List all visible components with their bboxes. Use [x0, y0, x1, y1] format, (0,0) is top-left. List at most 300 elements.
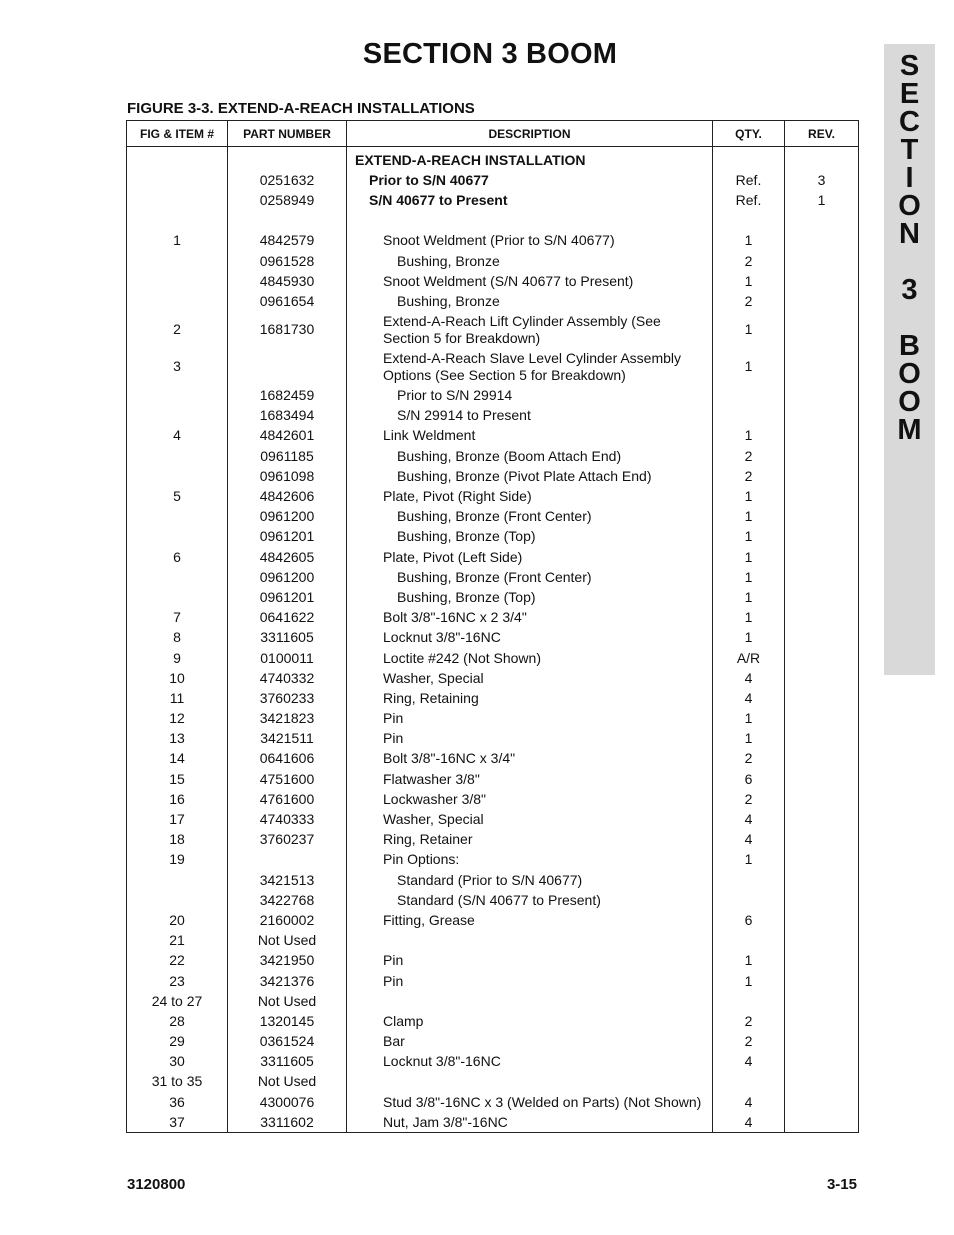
side-tab-letter	[884, 248, 935, 276]
fig-item-cell: 28	[127, 1011, 228, 1031]
description-cell	[347, 971, 713, 991]
description-text: Ring, Retaining	[383, 689, 479, 706]
rev-cell	[785, 1092, 859, 1112]
table-row	[127, 251, 859, 271]
qty-cell	[713, 1072, 785, 1092]
rev-cell	[785, 789, 859, 809]
table-row	[127, 587, 859, 607]
fig-item-cell: 10	[127, 668, 228, 688]
description-cell	[347, 850, 713, 870]
fig-item-cell: 31 to 35	[127, 1072, 228, 1092]
qty-cell: 1	[713, 312, 785, 349]
rev-cell	[785, 809, 859, 829]
part-number-cell: 4740332	[228, 668, 347, 688]
description-cell	[347, 312, 713, 349]
table-row	[127, 789, 859, 809]
table-row	[127, 426, 859, 446]
qty-cell: 4	[713, 809, 785, 829]
qty-cell: 4	[713, 1112, 785, 1133]
qty-cell: 1	[713, 729, 785, 749]
rev-cell	[785, 991, 859, 1011]
column-header-fig-item: FIG & ITEM #	[127, 121, 228, 147]
qty-cell: 4	[713, 1092, 785, 1112]
rev-cell	[785, 668, 859, 688]
table-row	[127, 628, 859, 648]
part-number-cell: 0961201	[228, 527, 347, 547]
table-row	[127, 1032, 859, 1052]
description-cell	[347, 406, 713, 426]
part-number-cell: 0361524	[228, 1032, 347, 1052]
description-text: Bar	[383, 1033, 405, 1050]
description-cell	[347, 190, 713, 210]
description-cell	[347, 1112, 713, 1133]
table-row	[127, 668, 859, 688]
table-row	[127, 507, 859, 527]
description-text: Pin	[383, 972, 404, 989]
document-number: 3120800	[127, 1176, 186, 1193]
description-cell	[347, 291, 713, 311]
description-cell	[347, 688, 713, 708]
description-cell	[347, 147, 713, 171]
side-tab-letter	[884, 304, 935, 332]
part-number-cell: 4300076	[228, 1092, 347, 1112]
rev-cell	[785, 931, 859, 951]
fig-item-cell: 3	[127, 349, 228, 386]
fig-item-cell	[127, 386, 228, 406]
description-cell	[347, 1011, 713, 1031]
rev-cell	[785, 231, 859, 251]
description-cell	[347, 910, 713, 930]
table-row	[127, 349, 859, 386]
qty-cell: 4	[713, 830, 785, 850]
part-number-cell: 0961200	[228, 567, 347, 587]
table-row	[127, 190, 859, 210]
rev-cell	[785, 608, 859, 628]
part-number-cell: 0961200	[228, 507, 347, 527]
description-text: Loctite #242 (Not Shown)	[383, 649, 541, 666]
section-side-tab	[884, 44, 935, 675]
rev-cell	[785, 709, 859, 729]
rev-cell	[785, 291, 859, 311]
description-text: Link Weldment	[383, 427, 476, 444]
rev-cell	[785, 971, 859, 991]
table-row	[127, 1011, 859, 1031]
fig-item-cell: 8	[127, 628, 228, 648]
qty-cell: 6	[713, 910, 785, 930]
rev-cell	[785, 890, 859, 910]
part-number-cell: 4842601	[228, 426, 347, 446]
side-tab-letter: M	[897, 414, 922, 446]
description-cell	[347, 749, 713, 769]
description-cell	[347, 466, 713, 486]
description-cell	[347, 648, 713, 668]
qty-cell: 1	[713, 709, 785, 729]
description-text: Bushing, Bronze	[397, 252, 500, 269]
description-cell	[347, 729, 713, 749]
description-text: Bolt 3/8"-16NC x 3/4"	[383, 750, 516, 767]
qty-cell: 4	[713, 1052, 785, 1072]
description-cell	[347, 709, 713, 729]
rev-cell	[785, 850, 859, 870]
part-number-cell: 2160002	[228, 910, 347, 930]
qty-cell: 1	[713, 587, 785, 607]
part-number-cell: 3311602	[228, 1112, 347, 1133]
description-text: S/N 40677 to Present	[369, 191, 508, 208]
fig-item-cell: 20	[127, 910, 228, 930]
qty-cell: 2	[713, 446, 785, 466]
description-text: Lockwasher 3/8"	[383, 790, 487, 807]
table-row	[127, 870, 859, 890]
section-title: SECTION 3 BOOM	[362, 38, 618, 70]
table-row	[127, 147, 859, 171]
table-row	[127, 749, 859, 769]
description-text: Ring, Retainer	[383, 831, 473, 848]
description-cell	[347, 830, 713, 850]
description-cell	[347, 587, 713, 607]
description-text: Washer, Special	[383, 669, 484, 686]
description-cell	[347, 567, 713, 587]
rev-cell	[785, 951, 859, 971]
description-text: Bushing, Bronze (Front Center)	[397, 508, 592, 525]
fig-item-cell	[127, 147, 228, 171]
rev-cell	[785, 688, 859, 708]
part-number-cell: 4842579	[228, 231, 347, 251]
table-row	[127, 931, 859, 951]
part-number-cell: 0961185	[228, 446, 347, 466]
qty-cell: 2	[713, 251, 785, 271]
description-cell	[347, 349, 713, 386]
column-header-description: DESCRIPTION	[347, 121, 713, 147]
description-text: Prior to S/N 40677	[369, 171, 489, 188]
description-text: Bushing, Bronze (Boom Attach End)	[397, 447, 622, 464]
description-text: Snoot Weldment (S/N 40677 to Present)	[383, 272, 634, 289]
part-number-cell: 0961654	[228, 291, 347, 311]
description-text: Bushing, Bronze	[397, 292, 500, 309]
side-tab-letter: 3	[901, 274, 918, 306]
description-text: Plate, Pivot (Left Side)	[383, 548, 523, 565]
fig-item-cell: 1	[127, 231, 228, 251]
part-number-cell: 0961201	[228, 587, 347, 607]
qty-cell: 1	[713, 507, 785, 527]
part-number-cell: 0961528	[228, 251, 347, 271]
description-cell	[347, 991, 713, 1011]
fig-item-cell	[127, 507, 228, 527]
fig-item-cell: 13	[127, 729, 228, 749]
side-tab-letter: B	[899, 330, 920, 362]
description-cell	[347, 211, 713, 231]
qty-cell: 1	[713, 486, 785, 506]
figure-title: FIGURE 3-3. EXTEND-A-REACH INSTALLATIONS	[127, 100, 475, 117]
rev-cell	[785, 426, 859, 446]
fig-item-cell	[127, 466, 228, 486]
qty-cell: 1	[713, 608, 785, 628]
fig-item-cell: 7	[127, 608, 228, 628]
description-cell	[347, 527, 713, 547]
description-cell	[347, 628, 713, 648]
column-header-part-number: PART NUMBER	[228, 121, 347, 147]
table-row	[127, 850, 859, 870]
qty-cell: 1	[713, 850, 785, 870]
part-number-cell: 3421950	[228, 951, 347, 971]
qty-cell: 2	[713, 466, 785, 486]
fig-item-cell: 36	[127, 1092, 228, 1112]
part-number-cell: 4751600	[228, 769, 347, 789]
table-row	[127, 769, 859, 789]
rev-cell	[785, 910, 859, 930]
fig-item-cell: 18	[127, 830, 228, 850]
side-tab-letter: O	[898, 190, 921, 222]
qty-cell: 2	[713, 749, 785, 769]
side-tab-letter: C	[899, 106, 920, 138]
part-number-cell: 3422768	[228, 890, 347, 910]
rev-cell	[785, 587, 859, 607]
fig-item-cell: 22	[127, 951, 228, 971]
qty-cell: 1	[713, 527, 785, 547]
fig-item-cell: 11	[127, 688, 228, 708]
description-text: Bolt 3/8"-16NC x 2 3/4"	[383, 609, 527, 626]
qty-cell: 2	[713, 291, 785, 311]
description-cell	[347, 386, 713, 406]
qty-cell	[713, 931, 785, 951]
qty-cell	[713, 890, 785, 910]
qty-cell	[713, 406, 785, 426]
description-cell	[347, 608, 713, 628]
table-row	[127, 729, 859, 749]
description-text: Extend-A-Reach Slave Level Cylinder Assembly Options (See Section 5 for Breakdown)	[383, 349, 682, 383]
description-cell	[347, 1052, 713, 1072]
description-text: Pin	[383, 710, 404, 727]
qty-cell: 2	[713, 789, 785, 809]
page-number: 3-15	[826, 1176, 857, 1193]
fig-item-cell	[127, 587, 228, 607]
table-row	[127, 446, 859, 466]
fig-item-cell: 30	[127, 1052, 228, 1072]
qty-cell: 6	[713, 769, 785, 789]
fig-item-cell	[127, 271, 228, 291]
description-cell	[347, 446, 713, 466]
description-cell	[347, 271, 713, 291]
rev-cell	[785, 446, 859, 466]
rev-cell	[785, 486, 859, 506]
fig-item-cell: 23	[127, 971, 228, 991]
part-number-cell: 3421513	[228, 870, 347, 890]
description-text: Clamp	[383, 1012, 424, 1029]
part-number-cell: 3311605	[228, 628, 347, 648]
column-header-rev: REV.	[785, 121, 859, 147]
table-row	[127, 386, 859, 406]
part-number-cell: 1320145	[228, 1011, 347, 1031]
description-text: Standard (S/N 40677 to Present)	[397, 891, 601, 908]
qty-cell: 1	[713, 951, 785, 971]
table-row	[127, 406, 859, 426]
table-row	[127, 608, 859, 628]
table-row	[127, 547, 859, 567]
table-row	[127, 1112, 859, 1133]
table-row	[127, 809, 859, 829]
fig-item-cell: 37	[127, 1112, 228, 1133]
description-text: Pin Options:	[383, 851, 460, 868]
rev-cell	[785, 749, 859, 769]
table-row	[127, 709, 859, 729]
description-text: Bushing, Bronze (Top)	[397, 528, 536, 545]
description-cell	[347, 1092, 713, 1112]
rev-cell	[785, 312, 859, 349]
part-number-cell: 3421823	[228, 709, 347, 729]
table-row	[127, 1092, 859, 1112]
table-row	[127, 648, 859, 668]
fig-item-cell: 24 to 27	[127, 991, 228, 1011]
fig-item-cell	[127, 870, 228, 890]
qty-cell: Ref.	[713, 170, 785, 190]
description-text: Washer, Special	[383, 811, 484, 828]
rev-cell	[785, 1011, 859, 1031]
part-number-cell: 3421511	[228, 729, 347, 749]
rev-cell	[785, 349, 859, 386]
fig-item-cell	[127, 406, 228, 426]
qty-cell	[713, 991, 785, 1011]
description-text: Bushing, Bronze (Pivot Plate Attach End)	[397, 467, 652, 484]
table-row	[127, 951, 859, 971]
description-cell	[347, 890, 713, 910]
fig-item-cell	[127, 211, 228, 231]
description-cell	[347, 547, 713, 567]
qty-cell: Ref.	[713, 190, 785, 210]
fig-item-cell: 19	[127, 850, 228, 870]
table-row	[127, 231, 859, 251]
rev-cell	[785, 870, 859, 890]
fig-item-cell: 15	[127, 769, 228, 789]
table-row	[127, 486, 859, 506]
description-text: Snoot Weldment (Prior to S/N 40677)	[383, 232, 615, 249]
description-text: EXTEND-A-REACH INSTALLATION	[355, 151, 586, 168]
fig-item-cell	[127, 890, 228, 910]
description-text: Bushing, Bronze (Front Center)	[397, 568, 592, 585]
qty-cell	[713, 211, 785, 231]
qty-cell	[713, 870, 785, 890]
qty-cell: 1	[713, 628, 785, 648]
table-row	[127, 971, 859, 991]
description-cell	[347, 1072, 713, 1092]
table-row	[127, 567, 859, 587]
part-number-cell: 3421376	[228, 971, 347, 991]
rev-cell	[785, 769, 859, 789]
description-text: Bushing, Bronze (Top)	[397, 588, 536, 605]
description-text: Extend-A-Reach Lift Cylinder Assembly (See Section 5 for Breakdown)	[383, 312, 661, 346]
table-row	[127, 1052, 859, 1072]
part-number-cell: 4761600	[228, 789, 347, 809]
qty-cell: 1	[713, 271, 785, 291]
rev-cell	[785, 567, 859, 587]
table-row	[127, 688, 859, 708]
part-number-cell	[228, 211, 347, 231]
rev-cell	[785, 1032, 859, 1052]
part-number-cell: 0641622	[228, 608, 347, 628]
description-cell	[347, 668, 713, 688]
part-number-cell: 4842606	[228, 486, 347, 506]
table-header-row	[127, 121, 859, 147]
rev-cell	[785, 386, 859, 406]
description-text: Flatwasher 3/8"	[383, 770, 480, 787]
fig-item-cell	[127, 446, 228, 466]
rev-cell	[785, 406, 859, 426]
description-text: Prior to S/N 29914	[397, 387, 513, 404]
description-text: Pin	[383, 730, 404, 747]
part-number-cell: 1683494	[228, 406, 347, 426]
part-number-cell: 0641606	[228, 749, 347, 769]
table-row	[127, 466, 859, 486]
description-cell	[347, 951, 713, 971]
part-number-cell: 4842605	[228, 547, 347, 567]
fig-item-cell	[127, 190, 228, 210]
description-cell	[347, 769, 713, 789]
qty-cell: 2	[713, 1032, 785, 1052]
rev-cell	[785, 547, 859, 567]
side-tab-letter: T	[900, 134, 919, 166]
side-tab-letter: O	[898, 358, 921, 390]
description-cell	[347, 809, 713, 829]
fig-item-cell: 9	[127, 648, 228, 668]
description-text: Pin	[383, 952, 404, 969]
rev-cell	[785, 1052, 859, 1072]
rev-cell	[785, 147, 859, 171]
description-cell	[347, 231, 713, 251]
qty-cell: 1	[713, 231, 785, 251]
parts-table	[126, 120, 859, 1133]
fig-item-cell: 14	[127, 749, 228, 769]
part-number-cell: 3311605	[228, 1052, 347, 1072]
table-row	[127, 910, 859, 930]
part-number-cell	[228, 850, 347, 870]
fig-item-cell: 4	[127, 426, 228, 446]
fig-item-cell	[127, 170, 228, 190]
qty-cell: 1	[713, 426, 785, 446]
qty-cell: 4	[713, 668, 785, 688]
rev-cell	[785, 729, 859, 749]
fig-item-cell: 29	[127, 1032, 228, 1052]
table-row	[127, 527, 859, 547]
rev-cell	[785, 211, 859, 231]
qty-cell: 4	[713, 688, 785, 708]
fig-item-cell: 12	[127, 709, 228, 729]
part-number-cell: 4845930	[228, 271, 347, 291]
description-cell	[347, 789, 713, 809]
rev-cell: 3	[785, 170, 859, 190]
table-row	[127, 991, 859, 1011]
side-tab-letter: N	[899, 218, 920, 250]
part-number-cell: 1682459	[228, 386, 347, 406]
fig-item-cell	[127, 527, 228, 547]
side-tab-letter: I	[905, 162, 914, 194]
part-number-cell: Not Used	[228, 1072, 347, 1092]
description-text: Plate, Pivot (Right Side)	[383, 488, 532, 505]
rev-cell	[785, 1112, 859, 1133]
qty-cell: 1	[713, 971, 785, 991]
fig-item-cell	[127, 251, 228, 271]
part-number-cell: 3760237	[228, 830, 347, 850]
rev-cell	[785, 1072, 859, 1092]
rev-cell	[785, 830, 859, 850]
description-cell	[347, 426, 713, 446]
rev-cell	[785, 251, 859, 271]
qty-cell: A/R	[713, 648, 785, 668]
table-row	[127, 291, 859, 311]
part-number-cell: Not Used	[228, 991, 347, 1011]
fig-item-cell: 16	[127, 789, 228, 809]
rev-cell	[785, 628, 859, 648]
rev-cell	[785, 648, 859, 668]
side-tab-letter: E	[899, 78, 920, 110]
part-number-cell: 0258949	[228, 190, 347, 210]
